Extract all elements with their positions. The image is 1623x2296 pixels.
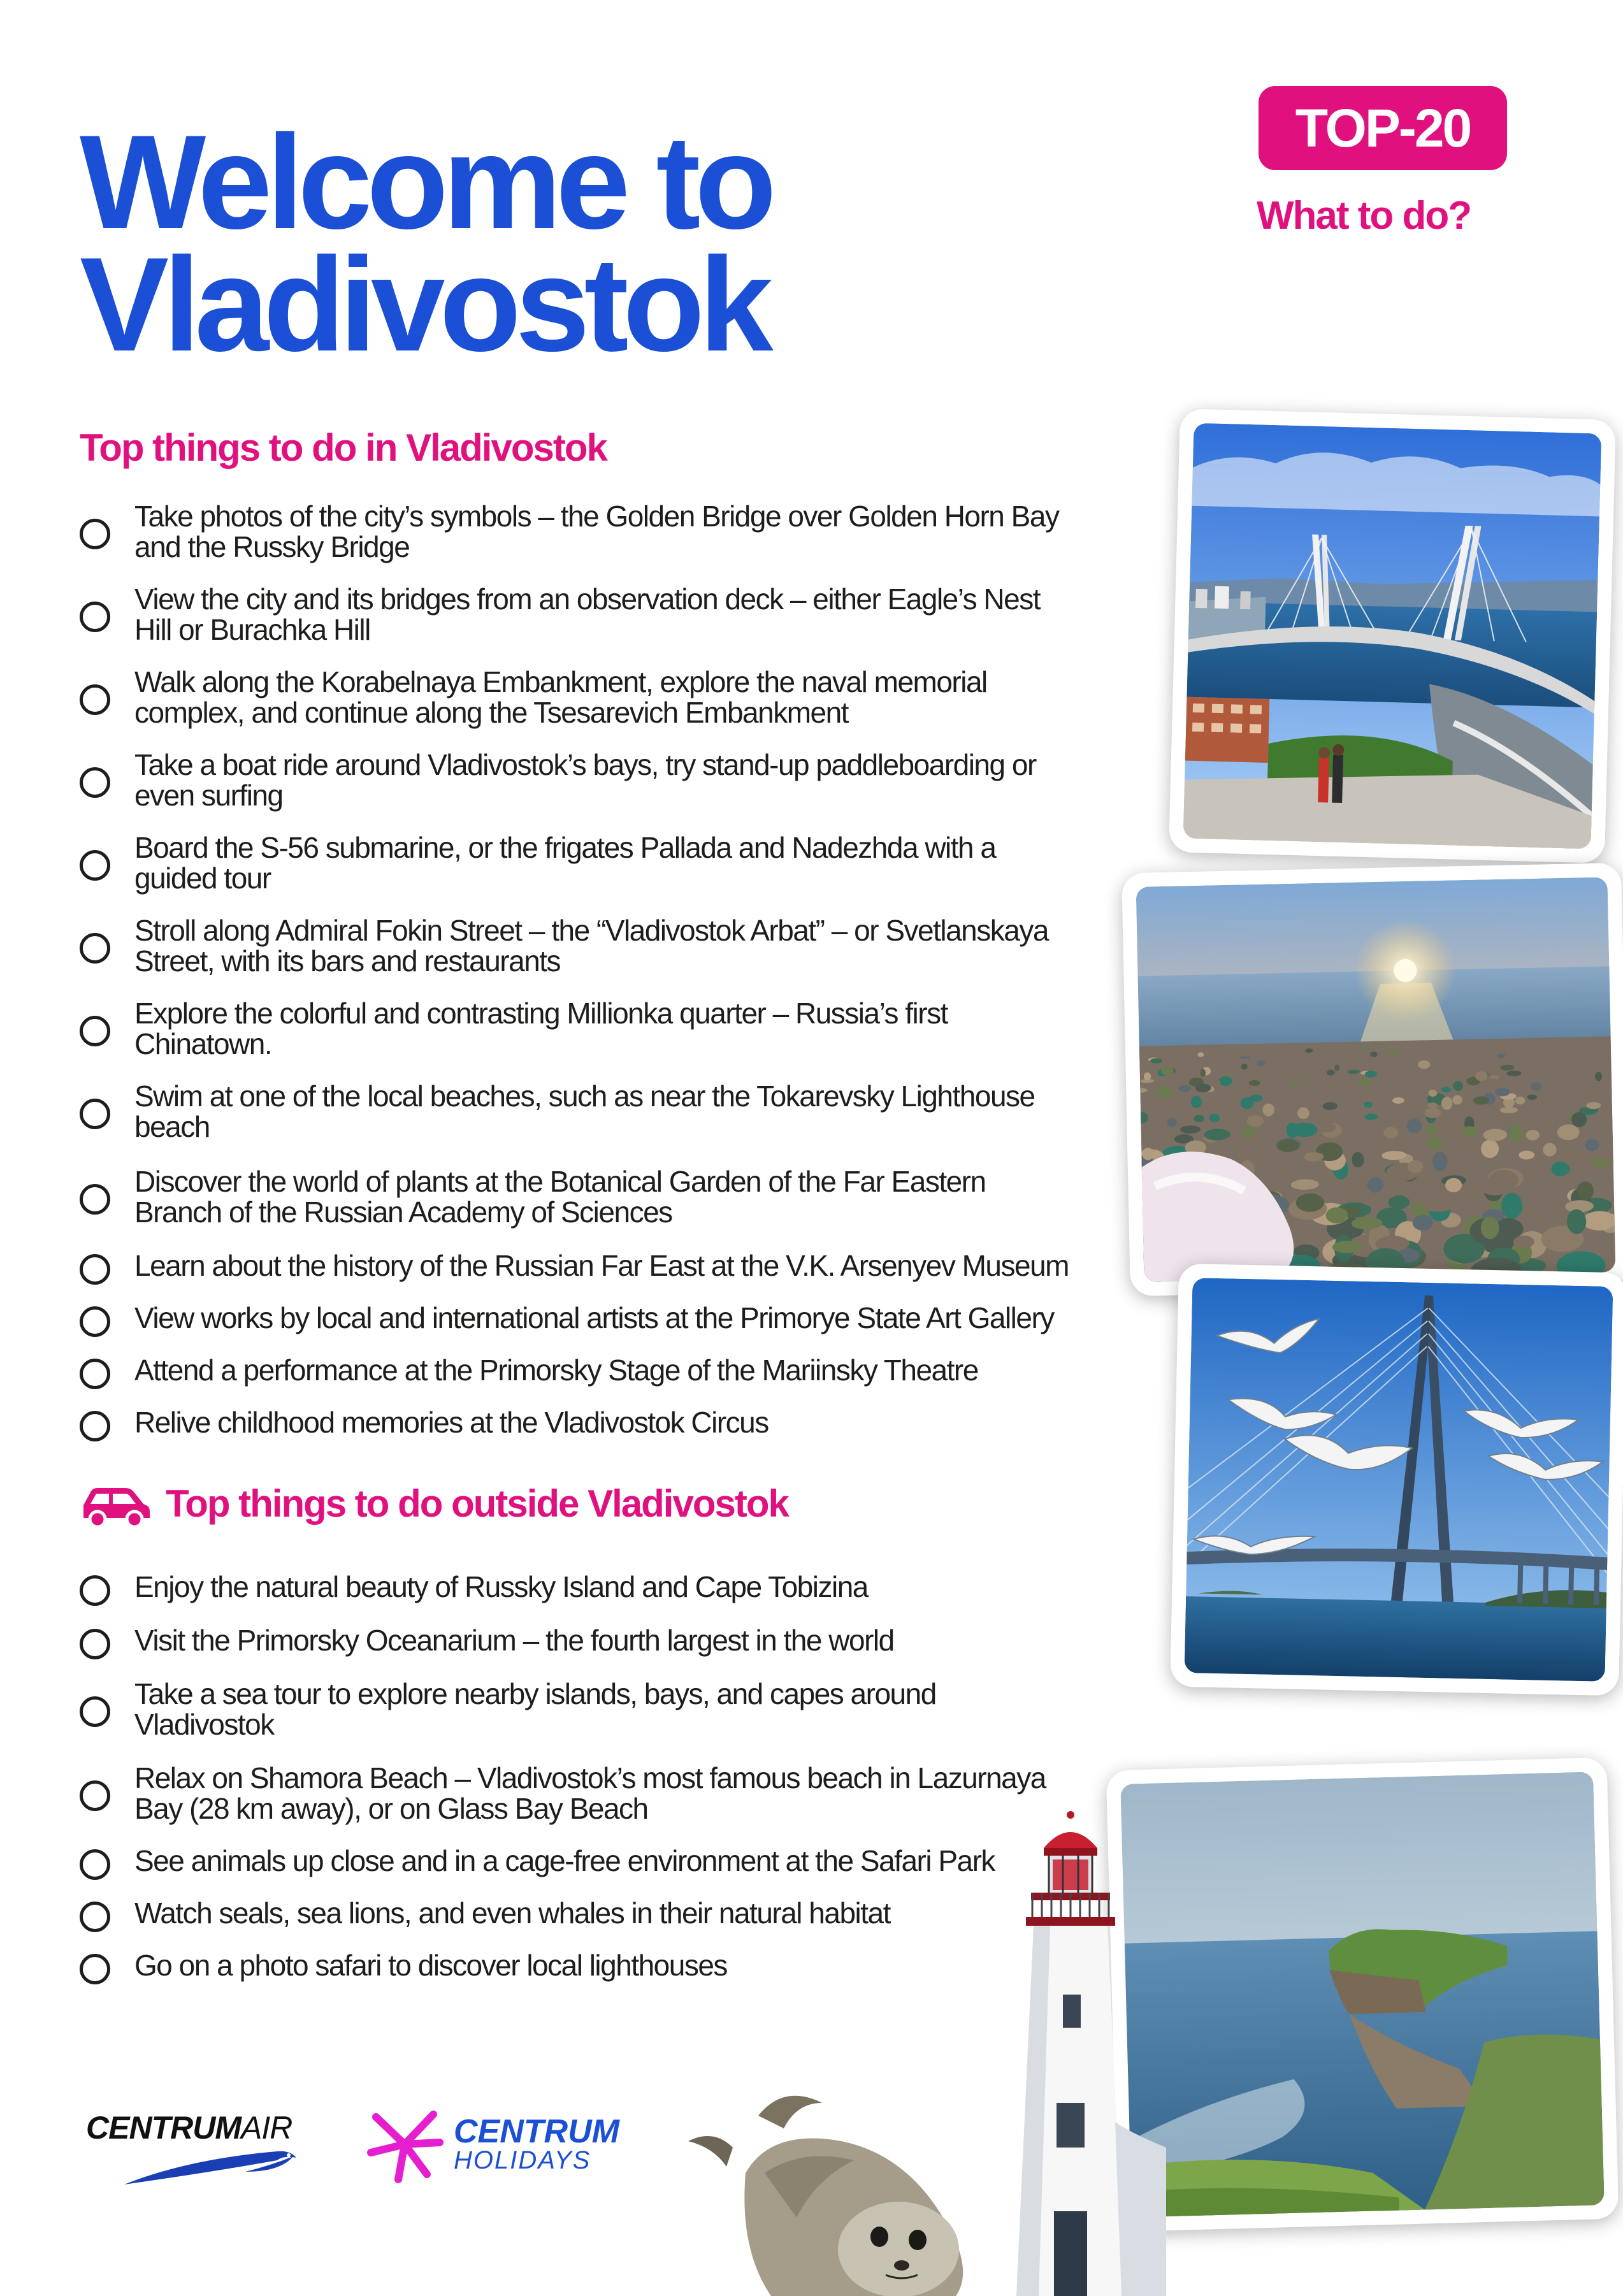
item-text-line: Stroll along Admiral Fokin Street – the “Vladivostok Arbat” – or Svetlanskaya — [134, 914, 1048, 947]
item-text-line: and the Russky Bridge — [134, 530, 410, 563]
checklist-item[interactable] — [80, 501, 1125, 562]
item-text: View works by local and international artists at the Primorye State Art Gallery — [134, 1301, 1054, 1334]
section-title-city: Top things to do in Vladivostok — [80, 426, 607, 469]
item-text-line: even surfing — [134, 779, 283, 812]
checkbox-circle-icon[interactable] — [80, 1954, 110, 1984]
item-text: Go on a photo safari to discover local lighthouses — [134, 1949, 727, 1982]
item-text: Learn about the history of the Russian Far East at the V.K. Arsenyev Museum — [134, 1249, 1069, 1282]
item-text-line: Vladivostok — [134, 1708, 274, 1741]
item-text-line: Branch of the Russian Academy of Sciences — [134, 1195, 672, 1229]
checkbox-circle-icon[interactable] — [80, 1849, 110, 1880]
checklist-item[interactable] — [80, 1407, 1125, 1441]
checkbox-circle-icon[interactable] — [80, 1902, 110, 1932]
title-line-1: Welcome to — [80, 107, 771, 257]
item-text-line: Walk along the Korabelnaya Embankment, explore the naval memorial — [134, 665, 987, 698]
logo-text: AIR — [240, 2110, 292, 2146]
checklist-item[interactable] — [80, 915, 1125, 976]
checklist-item[interactable] — [80, 1950, 1125, 1984]
item-text-line: Board the S-56 submarine, or the frigates Pallada and Nadezhda with a — [134, 831, 996, 864]
page-title — [80, 107, 771, 379]
checklist-item[interactable] — [80, 998, 1125, 1059]
logo-text: CENTRUM — [86, 2110, 241, 2146]
item-text-line: Take a boat ride around Vladivostok’s bays, try stand-up paddleboarding or — [134, 748, 1036, 781]
item-text-line: Swim at one of the local beaches, such as near the Tokarevsky Lighthouse — [134, 1079, 1035, 1113]
item-text-line: Chinatown. — [134, 1027, 272, 1060]
checkbox-circle-icon[interactable] — [80, 1696, 110, 1727]
item-text-line: beach — [134, 1110, 210, 1143]
subtitle: What to do? — [1257, 194, 1471, 238]
item-text-line: Bay (28 km away), or on Glass Bay Beach — [134, 1792, 648, 1825]
checkbox-circle-icon[interactable] — [80, 933, 110, 964]
checklist-item[interactable] — [80, 1355, 1125, 1389]
checklist-item[interactable] — [80, 1625, 1125, 1659]
centrum-holidays-logo — [363, 2103, 619, 2186]
checklist-item[interactable] — [80, 1166, 1125, 1227]
checkbox-circle-icon[interactable] — [80, 1359, 110, 1389]
item-text-line: Street, with its bars and restaurants — [134, 944, 561, 978]
checkbox-circle-icon[interactable] — [80, 1099, 110, 1129]
item-text-line: guided tour — [134, 862, 271, 895]
item-text-line: View the city and its bridges from an observation deck – either Eagle’s Nest — [134, 582, 1041, 616]
checkbox-circle-icon[interactable] — [80, 602, 110, 632]
car-icon — [80, 1486, 151, 1528]
photo-glass-beach — [1122, 863, 1623, 1296]
item-text-line: Hill or Burachka Hill — [134, 613, 370, 646]
checklist-item[interactable] — [80, 1898, 1125, 1932]
checkbox-circle-icon[interactable] — [80, 684, 110, 715]
centrum-air-logo — [86, 2109, 303, 2194]
item-text: Watch seals, sea lions, and even whales in their natural habitat — [134, 1896, 890, 1930]
seal-illustration — [675, 2090, 1032, 2296]
checkbox-circle-icon[interactable] — [80, 1254, 110, 1285]
item-text-line: Explore the colorful and contrasting Millionka quarter – Russia’s first — [134, 997, 948, 1030]
item-text-line: Take photos of the city’s symbols – the Golden Bridge over Golden Horn Bay — [134, 500, 1059, 533]
checklist-item[interactable] — [80, 1081, 1125, 1142]
checkbox-circle-icon[interactable] — [80, 1629, 110, 1659]
checklist-item[interactable] — [80, 749, 1125, 811]
checkbox-circle-icon[interactable] — [80, 1411, 110, 1441]
item-text: Visit the Primorsky Oceanarium – the fourth largest in the world — [134, 1624, 894, 1657]
item-text-line: complex, and continue along the Tsesarevich Embankment — [134, 696, 848, 729]
photo-russky-bridge — [1170, 1264, 1623, 1696]
photo-golden-bridge — [1169, 408, 1616, 863]
logo-text: HOLIDAYS — [454, 2146, 591, 2174]
checklist-item[interactable] — [80, 667, 1125, 728]
checkbox-circle-icon[interactable] — [80, 1184, 110, 1215]
checklist-item[interactable] — [80, 1763, 1125, 1824]
logo-text: CENTRUM — [454, 2113, 619, 2150]
item-text-line: Discover the world of plants at the Botanical Garden of the Far Eastern — [134, 1165, 986, 1198]
checkbox-circle-icon[interactable] — [80, 1306, 110, 1337]
item-text: See animals up close and in a cage-free environment at the Safari Park — [134, 1844, 995, 1877]
item-text-line: Take a sea tour to explore nearby islands, bays, and capes around — [134, 1677, 936, 1710]
item-text-line: Relax on Shamora Beach – Vladivostok’s most famous beach in Lazurnaya — [134, 1761, 1046, 1794]
centrum-holidays-star-icon — [363, 2103, 446, 2186]
title-line-2: Vladivostok — [80, 229, 768, 379]
item-text: Enjoy the natural beauty of Russky Island and Cape Tobizina — [134, 1570, 868, 1603]
checkbox-circle-icon[interactable] — [80, 767, 110, 798]
section-title-outside: Top things to do outside Vladivostok — [166, 1482, 788, 1525]
top-20-badge: TOP-20 — [1259, 86, 1507, 170]
centrum-air-swoosh-icon — [86, 2146, 303, 2191]
checklist-item[interactable] — [80, 1250, 1125, 1285]
checkbox-circle-icon[interactable] — [80, 850, 110, 881]
photo-cape-tobizina — [1106, 1758, 1619, 2232]
checklist-item[interactable] — [80, 1303, 1125, 1337]
item-text: Relive childhood memories at the Vladivostok Circus — [134, 1406, 768, 1439]
item-text: Attend a performance at the Primorsky Stage of the Mariinsky Theatre — [134, 1354, 978, 1387]
checklist-item[interactable] — [80, 1679, 1125, 1740]
checkbox-circle-icon[interactable] — [80, 1780, 110, 1811]
checkbox-circle-icon[interactable] — [80, 519, 110, 549]
checklist-item[interactable] — [80, 1845, 1125, 1880]
checkbox-circle-icon[interactable] — [80, 1575, 110, 1606]
checklist-item[interactable] — [80, 1571, 1125, 1606]
checklist-item[interactable] — [80, 832, 1125, 893]
checklist-item[interactable] — [80, 584, 1125, 645]
checkbox-circle-icon[interactable] — [80, 1016, 110, 1046]
